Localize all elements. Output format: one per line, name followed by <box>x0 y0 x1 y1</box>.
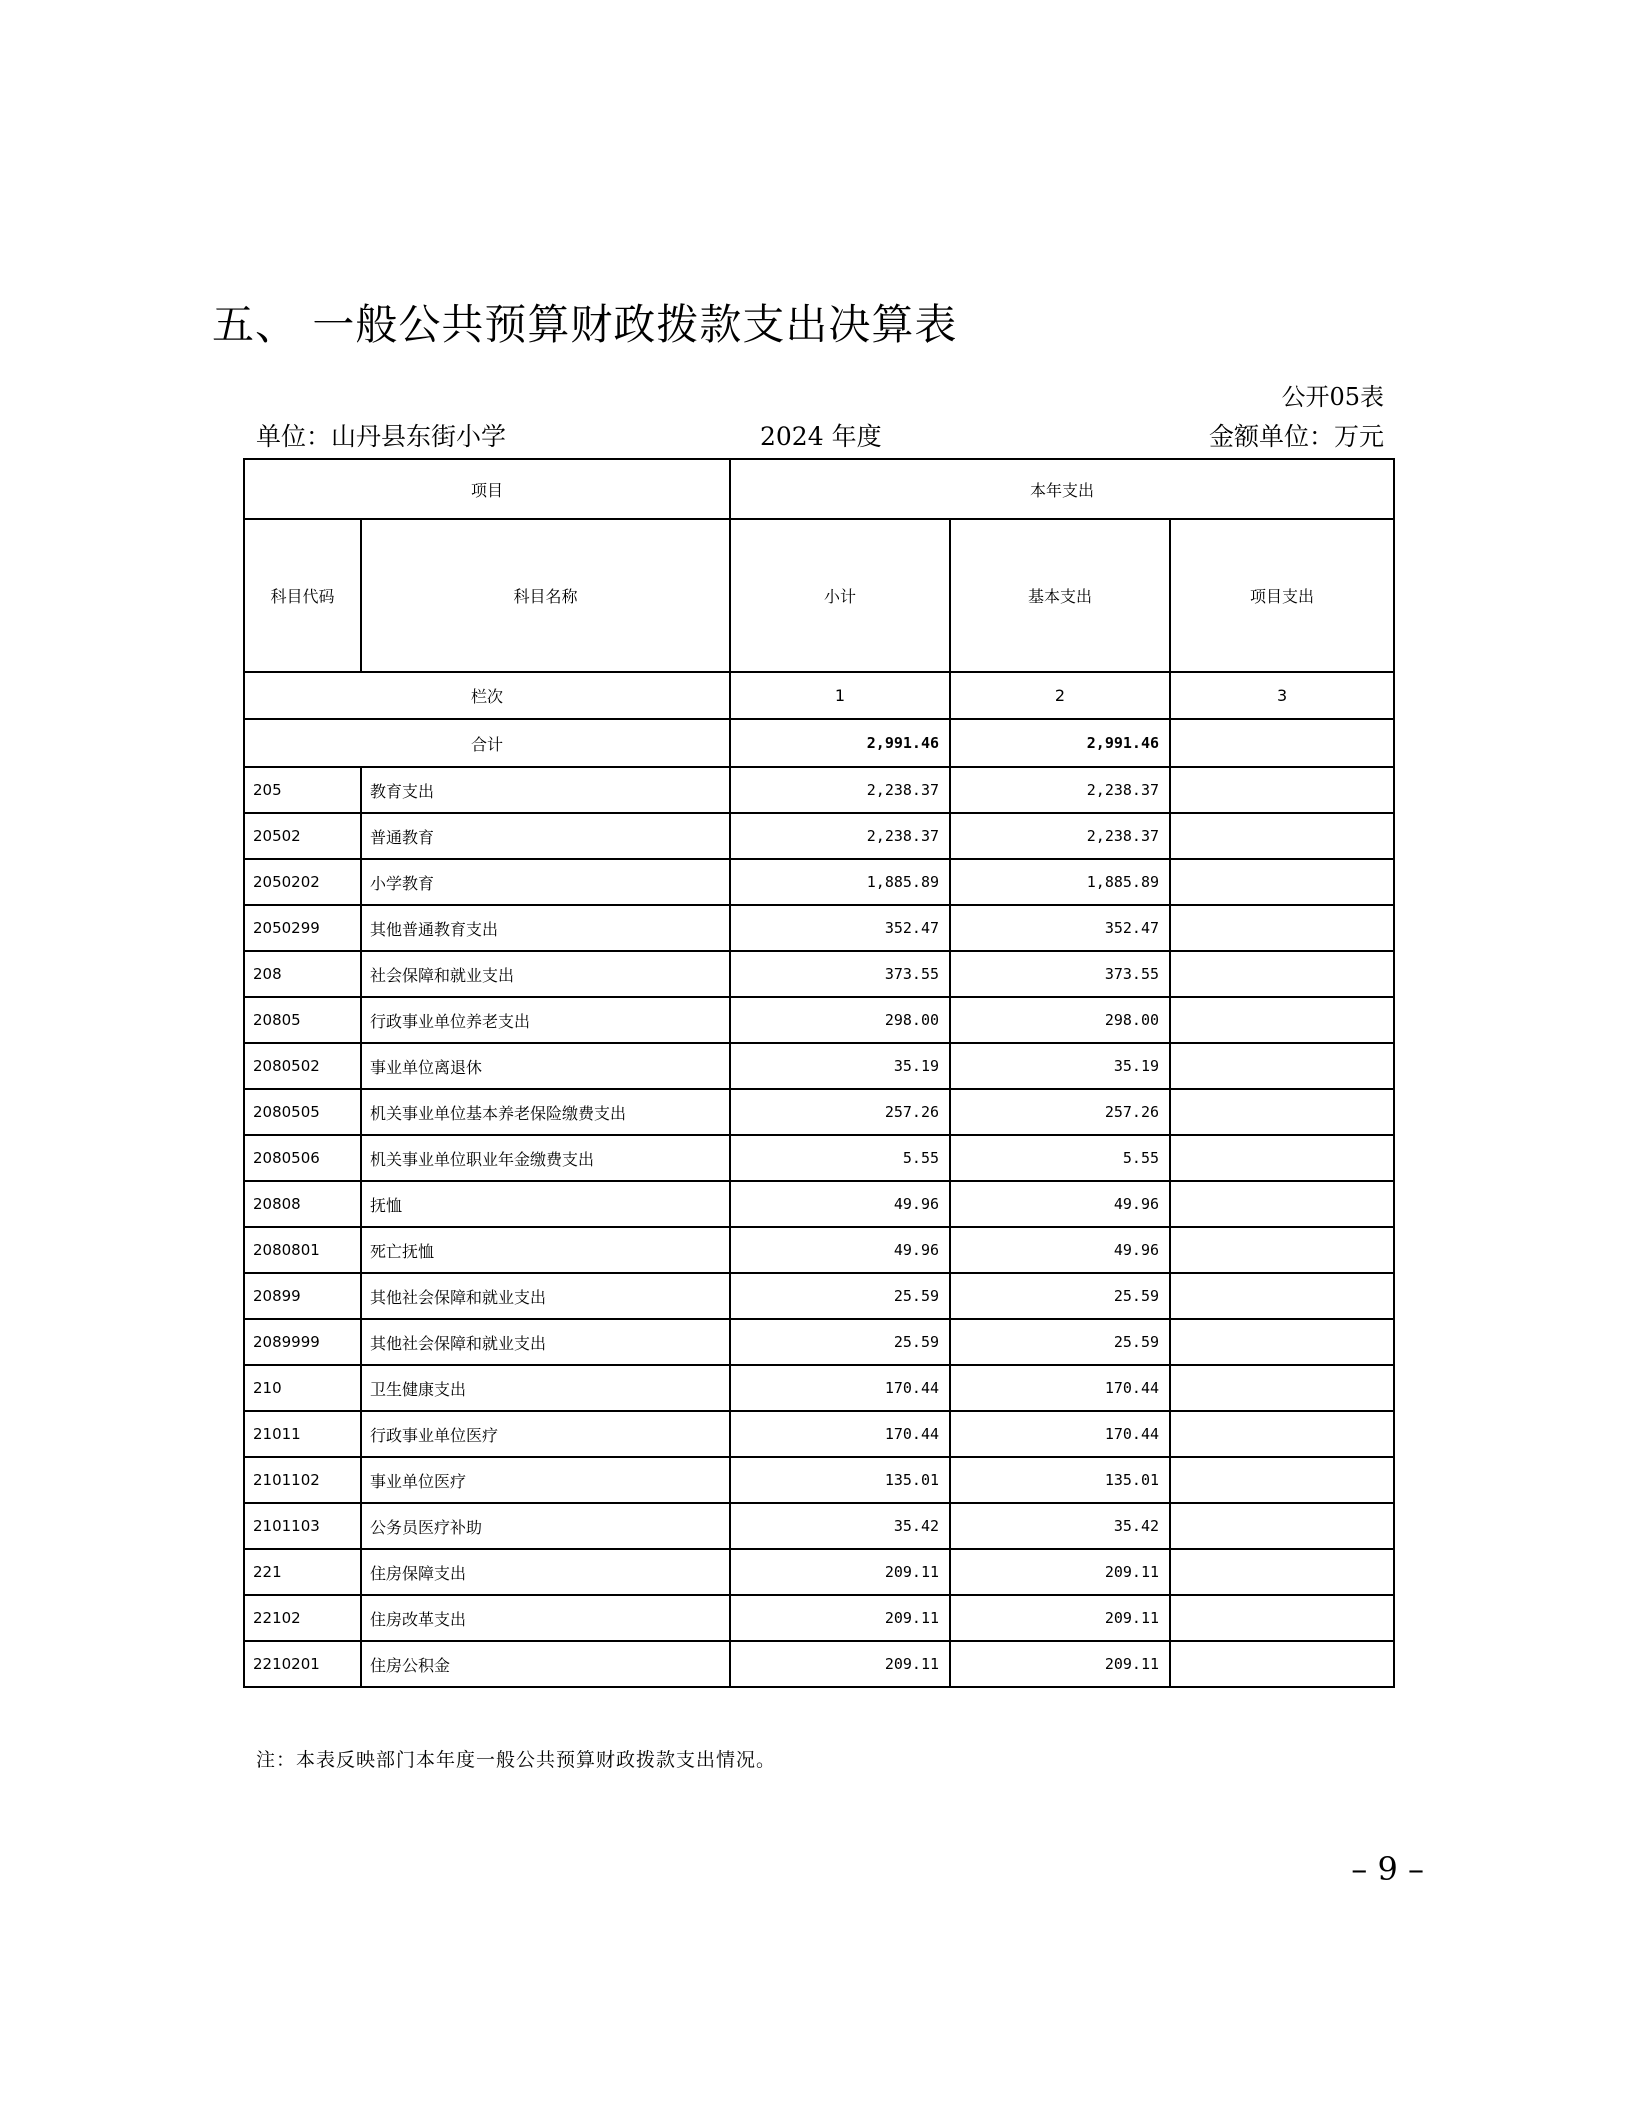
table-row <box>244 1457 1394 1503</box>
table-row <box>244 1089 1394 1135</box>
row-name: 其他社会保障和就业支出 <box>361 1319 730 1365</box>
row-code: 21011 <box>244 1411 361 1457</box>
header-current-year: 本年支出 <box>730 459 1394 519</box>
row-project <box>1170 1503 1394 1549</box>
table-row <box>244 951 1394 997</box>
row-code: 2080506 <box>244 1135 361 1181</box>
row-subtotal: 25.59 <box>730 1273 950 1319</box>
table-row <box>244 1227 1394 1273</box>
row-name: 机关事业单位职业年金缴费支出 <box>361 1135 730 1181</box>
row-project <box>1170 1457 1394 1503</box>
row-name: 抚恤 <box>361 1181 730 1227</box>
row-code: 210 <box>244 1365 361 1411</box>
row-project <box>1170 951 1394 997</box>
row-subtotal: 170.44 <box>730 1411 950 1457</box>
row-name: 小学教育 <box>361 859 730 905</box>
row-subtotal: 209.11 <box>730 1549 950 1595</box>
table-row <box>244 1641 1394 1687</box>
column-index-3: 3 <box>1170 672 1394 719</box>
row-basic: 209.11 <box>950 1549 1170 1595</box>
row-basic: 2,238.37 <box>950 767 1170 813</box>
row-name: 死亡抚恤 <box>361 1227 730 1273</box>
table-row <box>244 1273 1394 1319</box>
row-basic: 49.96 <box>950 1227 1170 1273</box>
row-name: 行政事业单位医疗 <box>361 1411 730 1457</box>
row-code: 2050202 <box>244 859 361 905</box>
row-subtotal: 352.47 <box>730 905 950 951</box>
row-project <box>1170 1043 1394 1089</box>
row-basic: 2,238.37 <box>950 813 1170 859</box>
row-project <box>1170 1549 1394 1595</box>
row-project <box>1170 997 1394 1043</box>
row-basic: 352.47 <box>950 905 1170 951</box>
row-basic: 170.44 <box>950 1411 1170 1457</box>
row-name: 住房保障支出 <box>361 1549 730 1595</box>
row-code: 2080505 <box>244 1089 361 1135</box>
row-code: 20502 <box>244 813 361 859</box>
header-project: 项目支出 <box>1170 519 1394 672</box>
row-project <box>1170 859 1394 905</box>
row-basic: 25.59 <box>950 1319 1170 1365</box>
row-name: 机关事业单位基本养老保险缴费支出 <box>361 1089 730 1135</box>
row-name: 行政事业单位养老支出 <box>361 997 730 1043</box>
column-index-1: 1 <box>730 672 950 719</box>
table-row <box>244 905 1394 951</box>
row-name: 社会保障和就业支出 <box>361 951 730 997</box>
row-name: 卫生健康支出 <box>361 1365 730 1411</box>
row-code: 2210201 <box>244 1641 361 1687</box>
total-basic: 2,991.46 <box>950 719 1170 767</box>
row-subtotal: 170.44 <box>730 1365 950 1411</box>
row-subtotal: 49.96 <box>730 1227 950 1273</box>
header-subtotal: 小计 <box>730 519 950 672</box>
total-project <box>1170 719 1394 767</box>
year-label: 2024 年度 <box>760 422 882 451</box>
row-subtotal: 2,238.37 <box>730 767 950 813</box>
header-basic: 基本支出 <box>950 519 1170 672</box>
total-label: 合计 <box>244 719 730 767</box>
expenditure-table <box>243 458 1395 1688</box>
row-name: 住房公积金 <box>361 1641 730 1687</box>
row-subtotal: 298.00 <box>730 997 950 1043</box>
row-subtotal: 373.55 <box>730 951 950 997</box>
total-row <box>244 719 1394 767</box>
row-name: 公务员医疗补助 <box>361 1503 730 1549</box>
table-code: 公开05表 <box>1281 383 1384 411</box>
row-basic: 5.55 <box>950 1135 1170 1181</box>
row-code: 2080801 <box>244 1227 361 1273</box>
table-row <box>244 1043 1394 1089</box>
page-number: – 9 – <box>1351 1850 1424 1888</box>
row-project <box>1170 767 1394 813</box>
row-subtotal: 2,238.37 <box>730 813 950 859</box>
row-name: 其他普通教育支出 <box>361 905 730 951</box>
row-project <box>1170 905 1394 951</box>
row-code: 22102 <box>244 1595 361 1641</box>
row-subtotal: 49.96 <box>730 1181 950 1227</box>
row-subtotal: 209.11 <box>730 1641 950 1687</box>
header-item: 项目 <box>244 459 730 519</box>
table-row <box>244 1595 1394 1641</box>
row-project <box>1170 1089 1394 1135</box>
row-basic: 209.11 <box>950 1641 1170 1687</box>
row-name: 普通教育 <box>361 813 730 859</box>
row-code: 2050299 <box>244 905 361 951</box>
row-code: 205 <box>244 767 361 813</box>
page-title: 五、 一般公共预算财政拨款支出决算表 <box>212 300 958 349</box>
row-project <box>1170 1273 1394 1319</box>
row-project <box>1170 1641 1394 1687</box>
row-code: 20808 <box>244 1181 361 1227</box>
row-name: 其他社会保障和就业支出 <box>361 1273 730 1319</box>
row-code: 20899 <box>244 1273 361 1319</box>
row-code: 2089999 <box>244 1319 361 1365</box>
table-row <box>244 1549 1394 1595</box>
row-project <box>1170 1227 1394 1273</box>
table-row <box>244 1503 1394 1549</box>
row-name: 事业单位离退休 <box>361 1043 730 1089</box>
table-row <box>244 767 1394 813</box>
row-basic: 373.55 <box>950 951 1170 997</box>
row-code: 2080502 <box>244 1043 361 1089</box>
total-subtotal: 2,991.46 <box>730 719 950 767</box>
row-basic: 135.01 <box>950 1457 1170 1503</box>
row-project <box>1170 1319 1394 1365</box>
column-index-row <box>244 672 1394 719</box>
footnote: 注：本表反映部门本年度一般公共预算财政拨款支出情况。 <box>256 1749 777 1771</box>
header-name: 科目名称 <box>361 519 730 672</box>
row-project <box>1170 1181 1394 1227</box>
row-subtotal: 35.19 <box>730 1043 950 1089</box>
row-project <box>1170 1411 1394 1457</box>
unit-label: 单位：山丹县东街小学 <box>256 422 507 451</box>
row-project <box>1170 1595 1394 1641</box>
row-subtotal: 209.11 <box>730 1595 950 1641</box>
table-row <box>244 813 1394 859</box>
row-subtotal: 5.55 <box>730 1135 950 1181</box>
row-subtotal: 25.59 <box>730 1319 950 1365</box>
header-row-top <box>244 459 1394 519</box>
row-name: 事业单位医疗 <box>361 1457 730 1503</box>
row-basic: 209.11 <box>950 1595 1170 1641</box>
table-row <box>244 1411 1394 1457</box>
money-unit-label: 金额单位：万元 <box>1208 422 1384 451</box>
table-row <box>244 1135 1394 1181</box>
row-code: 2101102 <box>244 1457 361 1503</box>
row-name: 住房改革支出 <box>361 1595 730 1641</box>
row-code: 208 <box>244 951 361 997</box>
table-row <box>244 859 1394 905</box>
row-subtotal: 257.26 <box>730 1089 950 1135</box>
row-basic: 35.42 <box>950 1503 1170 1549</box>
row-basic: 298.00 <box>950 997 1170 1043</box>
row-basic: 170.44 <box>950 1365 1170 1411</box>
header-code: 科目代码 <box>244 519 361 672</box>
row-basic: 1,885.89 <box>950 859 1170 905</box>
row-basic: 257.26 <box>950 1089 1170 1135</box>
row-subtotal: 135.01 <box>730 1457 950 1503</box>
row-project <box>1170 1365 1394 1411</box>
row-basic: 35.19 <box>950 1043 1170 1089</box>
row-code: 221 <box>244 1549 361 1595</box>
row-basic: 25.59 <box>950 1273 1170 1319</box>
row-subtotal: 1,885.89 <box>730 859 950 905</box>
row-code: 2101103 <box>244 1503 361 1549</box>
table-row <box>244 1365 1394 1411</box>
table-row <box>244 997 1394 1043</box>
header-row-columns <box>244 519 1394 672</box>
column-index-2: 2 <box>950 672 1170 719</box>
row-name: 教育支出 <box>361 767 730 813</box>
row-code: 20805 <box>244 997 361 1043</box>
column-index-label: 栏次 <box>244 672 730 719</box>
row-basic: 49.96 <box>950 1181 1170 1227</box>
row-subtotal: 35.42 <box>730 1503 950 1549</box>
row-project <box>1170 1135 1394 1181</box>
row-project <box>1170 813 1394 859</box>
table-row <box>244 1181 1394 1227</box>
table-row <box>244 1319 1394 1365</box>
